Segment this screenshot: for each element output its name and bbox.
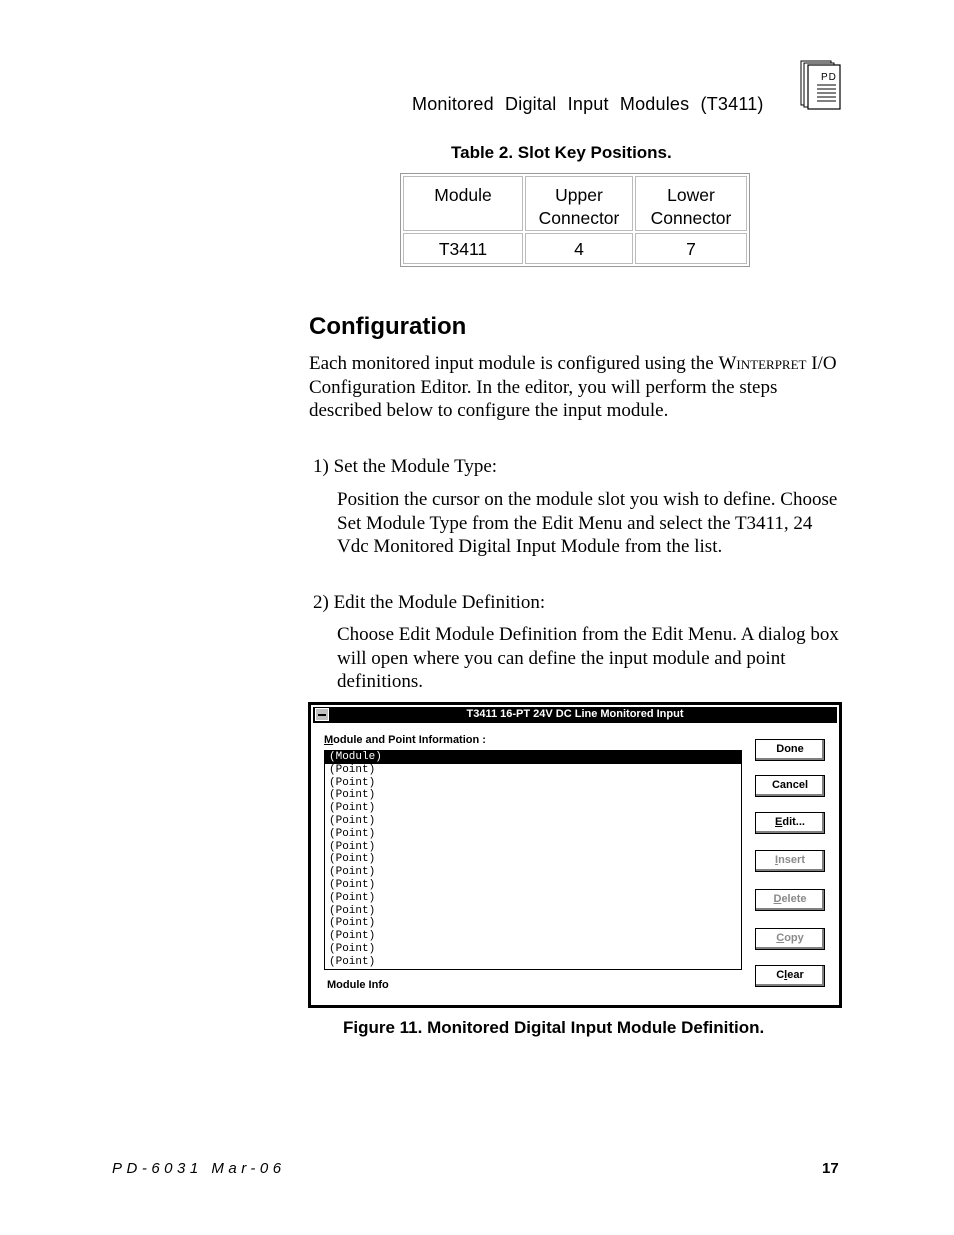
step-2-body: Choose Edit Module Definition from the Edit Menu. A dialog box will open where you can define the input module and point definitions.	[337, 624, 839, 692]
cell-module: T3411	[403, 233, 523, 264]
winterpret-product-name: Winterpret	[718, 353, 807, 374]
insert-button[interactable]: Insert	[755, 850, 825, 872]
slot-key-table	[400, 173, 750, 267]
list-item-point[interactable]: (Point)	[329, 840, 376, 853]
table-row	[403, 233, 747, 264]
dialog-title: T3411 16-PT 24V DC Line Monitored Input	[466, 708, 684, 720]
list-item-module[interactable]: (Module)	[325, 751, 741, 764]
cell-lower-connector: 7	[635, 233, 747, 264]
list-item-point[interactable]: (Point)	[329, 904, 376, 917]
list-item-point[interactable]: (Point)	[329, 802, 376, 815]
list-item-point[interactable]: (Point)	[329, 763, 376, 776]
edit-button[interactable]: Edit...	[755, 812, 825, 834]
pd-document-logo-icon	[800, 58, 842, 110]
module-definition-dialog	[308, 702, 842, 1008]
list-item-point[interactable]: (Point)	[329, 955, 376, 968]
list-item-point[interactable]: (Point)	[329, 853, 376, 866]
running-header-title: Monitored Digital Input Modules (T3411)	[412, 94, 764, 114]
cancel-button[interactable]: Cancel	[755, 775, 825, 797]
header-lower-connector: Lower Connector	[635, 176, 747, 231]
list-item-point[interactable]: (Point)	[329, 942, 376, 955]
delete-button[interactable]: Delete	[755, 889, 825, 911]
copy-button[interactable]: Copy	[755, 928, 825, 950]
list-item-point[interactable]: (Point)	[329, 814, 376, 827]
step-2-label: 2) Edit the Module Definition:	[313, 592, 546, 613]
cell-upper-connector: 4	[525, 233, 633, 264]
dialog-title-bar	[313, 707, 837, 723]
list-item-point[interactable]: (Point)	[329, 930, 376, 943]
list-label: Module and Point Information :	[324, 734, 486, 746]
step-1-body: Position the cursor on the module slot you wish to define. Choose Set Module Type from the Edit Menu and select the T3411, 24 Vdc Monitored Digital Input Module from the list.	[337, 489, 838, 557]
list-item-point[interactable]: (Point)	[329, 866, 376, 879]
system-menu-icon[interactable]	[315, 708, 329, 721]
list-item-point[interactable]: (Point)	[329, 789, 376, 802]
header-module: Module	[403, 176, 523, 231]
list-item-point[interactable]: (Point)	[329, 776, 376, 789]
section-heading: Configuration	[309, 313, 467, 340]
figure-caption: Figure 11. Monitored Digital Input Module Definition.	[343, 1018, 765, 1037]
document-id: PD-6031 Mar-06	[112, 1160, 286, 1177]
clear-button[interactable]: Clear	[755, 965, 825, 987]
table-header-row	[403, 176, 747, 231]
list-item-point[interactable]: (Point)	[329, 878, 376, 891]
intro-paragraph: Each monitored input module is configured using the Winterpret I/O Configuration Editor. In the editor, you will perform the steps described below to configure the input module.	[309, 353, 837, 421]
header-upper-connector: Upper Connector	[525, 176, 633, 231]
module-point-list[interactable]	[324, 750, 742, 970]
table-caption: Table 2. Slot Key Positions.	[451, 143, 672, 162]
page-number: 17	[822, 1160, 839, 1177]
list-item-point[interactable]: (Point)	[329, 827, 376, 840]
list-item-point[interactable]: (Point)	[329, 917, 376, 930]
list-item-point[interactable]: (Point)	[329, 891, 376, 904]
module-info-label: Module Info	[327, 979, 389, 991]
done-button[interactable]: Done	[755, 739, 825, 761]
step-1-label: 1) Set the Module Type:	[313, 456, 498, 477]
pd-logo-text: PD	[821, 72, 837, 83]
